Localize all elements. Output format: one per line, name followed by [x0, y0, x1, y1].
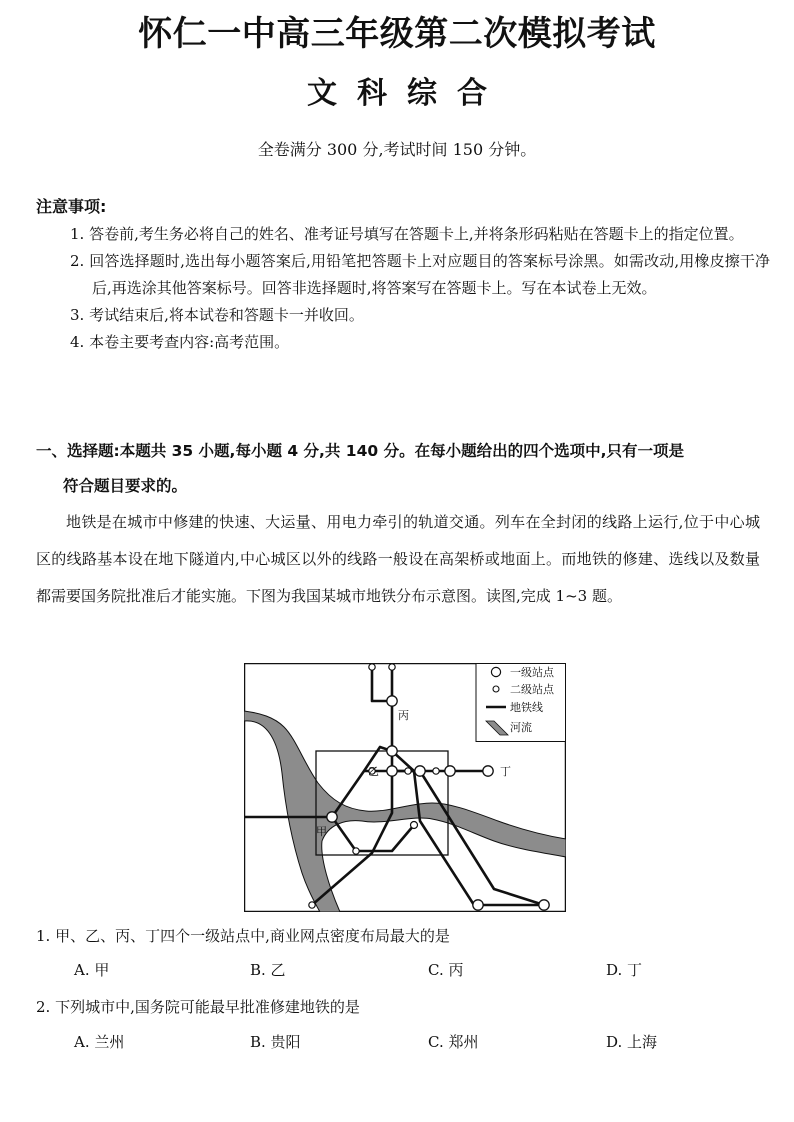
station-yi: [387, 766, 397, 776]
option-a: A. 兰州: [74, 1033, 125, 1051]
option-c: C. 丙: [428, 961, 464, 979]
secondary-station: [411, 822, 418, 829]
secondary-station: [309, 902, 315, 908]
primary-station: [387, 746, 397, 756]
exam-subject: 文科综合: [307, 76, 507, 111]
note-item: 1. 答卷前,考生务必将自己的姓名、准考证号填写在答题卡上,并将条形码粘贴在答题卡上的指定位置。: [70, 225, 744, 243]
secondary-station: [405, 768, 411, 774]
section-heading-line1: 一、选择题:本题共 35 小题,每小题 4 分,共 140 分。在每小题给出的四个选项中,只有一项是: [36, 442, 684, 460]
notes-heading: 注意事项:: [36, 197, 107, 216]
option-b: B. 乙: [250, 961, 286, 979]
option-b: B. 贵阳: [250, 1033, 301, 1051]
legend-secondary-label: 二级站点: [510, 683, 554, 696]
question-2-stem: 2. 下列城市中,国务院可能最早批准修建地铁的是: [36, 998, 360, 1016]
legend-secondary-symbol: [493, 686, 499, 692]
primary-station: [473, 900, 483, 910]
option-a: A. 甲: [74, 961, 110, 979]
label-yi: 乙: [368, 765, 379, 778]
note-item: 2. 回答选择题时,选出每小题答案后,用铅笔把答题卡上对应题目的答案标号涂黑。如需改动,用橡皮擦干净后,再选涂其他答案标号。回答非选择题时,将答案写在答题卡上。写在本试卷上无效。: [70, 252, 770, 297]
metro-map: [244, 663, 566, 912]
legend-river-label: 河流: [510, 721, 532, 734]
secondary-station: [353, 848, 359, 854]
station-jia: [327, 812, 337, 822]
question-1-stem: 1. 甲、乙、丙、丁四个一级站点中,商业网点密度布局最大的是: [36, 927, 450, 945]
station-bing: [387, 696, 397, 706]
station-ding: [483, 766, 493, 776]
label-bing: 丙: [398, 709, 409, 722]
legend-primary-symbol: [491, 667, 500, 676]
primary-station: [445, 766, 455, 776]
label-jia: 甲: [316, 825, 327, 838]
note-item: 4. 本卷主要考查内容:高考范围。: [70, 333, 290, 351]
option-d: D. 上海: [606, 1033, 658, 1051]
primary-station: [539, 900, 549, 910]
exam-title: 怀仁一中高三年级第二次模拟考试: [138, 14, 656, 54]
score-info: 全卷满分 300 分,考试时间 150 分钟。: [257, 140, 537, 159]
notes-list: [70, 221, 770, 356]
legend-primary-label: 一级站点: [510, 666, 554, 679]
legend-line-label: 地铁线: [510, 701, 543, 714]
note-item: 3. 考试结束后,将本试卷和答题卡一并收回。: [70, 306, 364, 324]
secondary-station: [389, 664, 395, 670]
reading-passage: 地铁是在城市中修建的快速、大运量、用电力牵引的轨道交通。列车在全封闭的线路上运行,位于中心城区的线路基本设在地下隧道内,中心城区以外的线路一般设在高架桥或地面上。而地铁的修建、选线以及数量都需要国务院批准后才能实施。下图为我国某城市地铁分布示意图。读图,完成 1~3 题。: [36, 513, 760, 605]
primary-station: [415, 766, 425, 776]
option-d: D. 丁: [606, 961, 643, 979]
option-c: C. 郑州: [428, 1033, 479, 1051]
section-heading-line2: 符合题目要求的。: [63, 477, 188, 495]
section-heading: [36, 434, 760, 504]
secondary-station: [433, 768, 439, 774]
label-ding: 丁: [500, 765, 511, 778]
map-legend: [476, 664, 566, 742]
secondary-station: [369, 664, 375, 670]
